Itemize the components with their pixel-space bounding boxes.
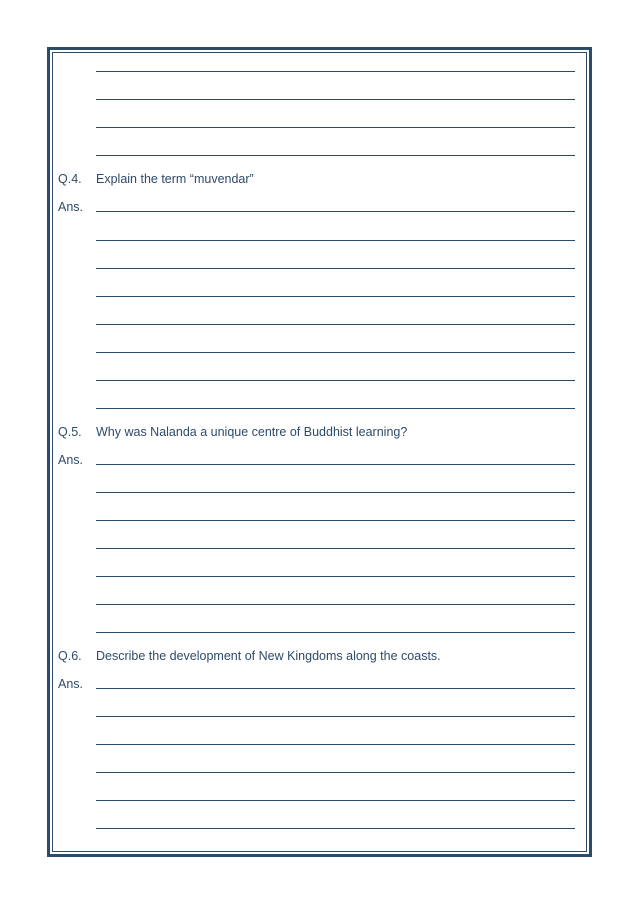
answer-line [96, 99, 575, 100]
answer-line [96, 800, 575, 801]
question-number: Q.6. [58, 649, 82, 663]
answer-line [96, 155, 575, 156]
answer-line [96, 548, 575, 549]
answer-line [96, 744, 575, 745]
answer-line [96, 380, 575, 381]
answer-line [96, 632, 575, 633]
answer-line [96, 772, 575, 773]
answer-line [96, 828, 575, 829]
answer-line [96, 464, 575, 465]
answer-line [96, 604, 575, 605]
question-text: Explain the term “muvendar” [96, 172, 254, 186]
answer-label: Ans. [58, 677, 84, 691]
question-number: Q.4. [58, 172, 82, 186]
answer-label: Ans. [58, 200, 84, 214]
answer-line [96, 688, 575, 689]
answer-line [96, 268, 575, 269]
answer-line [96, 211, 575, 212]
answer-line [96, 408, 575, 409]
question-number: Q.5. [58, 425, 82, 439]
question-text: Describe the development of New Kingdoms along the coasts. [96, 649, 441, 663]
answer-line [96, 127, 575, 128]
answer-line [96, 324, 575, 325]
answer-line [96, 576, 575, 577]
question-text: Why was Nalanda a unique centre of Buddhist learning? [96, 425, 408, 439]
answer-line [96, 352, 575, 353]
answer-line [96, 520, 575, 521]
answer-line [96, 240, 575, 241]
answer-label: Ans. [58, 453, 84, 467]
answer-line [96, 71, 575, 72]
answer-line [96, 716, 575, 717]
answer-line [96, 492, 575, 493]
answer-line [96, 296, 575, 297]
